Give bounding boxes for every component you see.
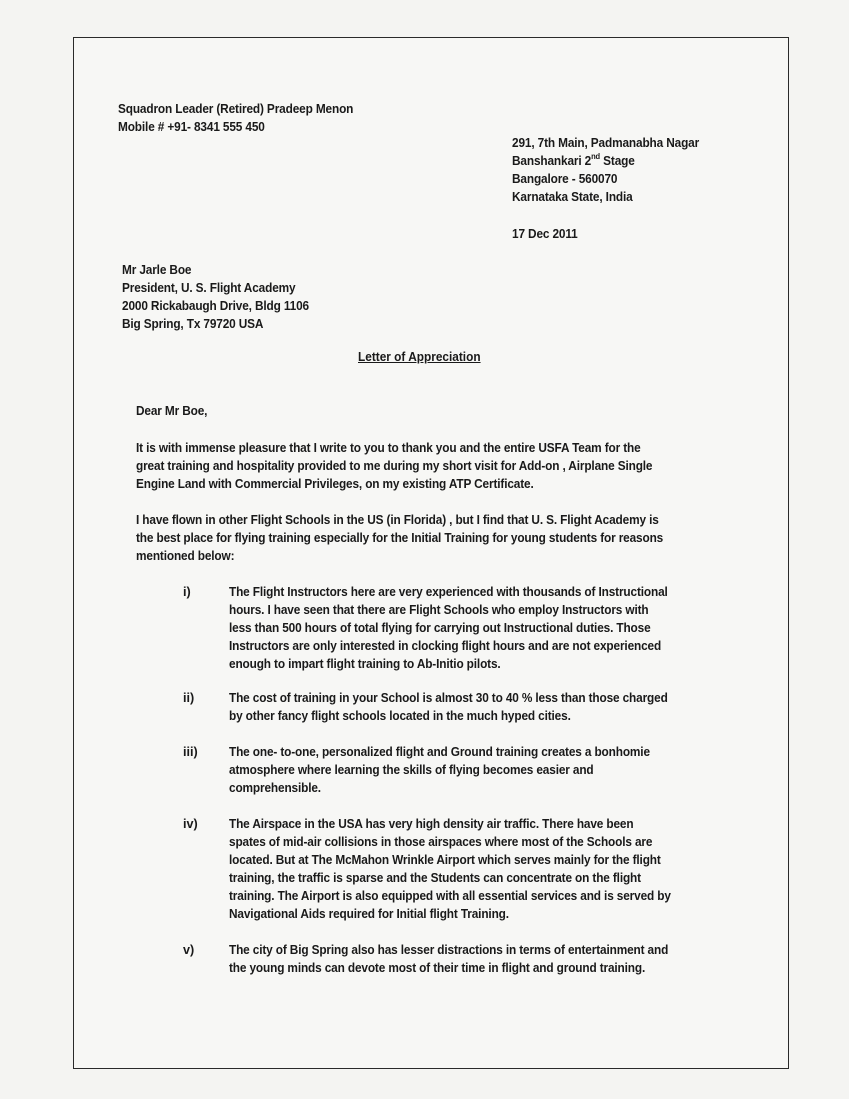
item-line: The city of Big Spring also has lesser distractions in terms of entertainment and (229, 943, 669, 957)
item-number: v) (183, 943, 195, 957)
sender-address (512, 134, 699, 206)
item-number: i) (183, 585, 191, 599)
item-line: The Airspace in the USA has very high density air traffic. There have been (229, 817, 634, 831)
recipient-line: President, U. S. Flight Academy (122, 281, 296, 295)
item-number: iv) (183, 817, 198, 831)
address-superscript: nd (591, 152, 601, 161)
address-line (512, 152, 699, 170)
item-body (229, 743, 727, 797)
address-line: Bangalore - 560070 (512, 172, 618, 186)
address-line: 291, 7th Main, Padmanabha Nagar (512, 136, 700, 150)
sender-mobile: Mobile # +91- 8341 555 450 (118, 120, 265, 134)
item-number: ii) (183, 691, 195, 705)
item-line: training. The Airport is also equipped with all essential services and is served by (229, 889, 671, 903)
item-line: less than 500 hours of total flying for carrying out Instructional duties. Those (229, 621, 651, 635)
recipient-line: Big Spring, Tx 79720 USA (122, 317, 264, 331)
recipient-line: 2000 Rickabaugh Drive, Bldg 1106 (122, 299, 309, 313)
item-line: Navigational Aids required for Initial flight Training. (229, 907, 509, 921)
sender-name: Squadron Leader (Retired) Pradeep Menon (118, 102, 354, 116)
item-body (229, 689, 727, 725)
paragraph-line: It is with immense pleasure that I write to you to thank you and the entire USFA Team for the (136, 441, 641, 455)
item-line: by other fancy flight schools located in the much hyped cities. (229, 709, 571, 723)
recipient-block (122, 261, 309, 333)
paragraph-1 (136, 439, 724, 493)
item-line: the young minds can devote most of their time in flight and ground training. (229, 961, 646, 975)
sender-block (118, 100, 353, 136)
salutation: Dear Mr Boe, (136, 404, 208, 418)
item-line: spates of mid-air collisions in those airspaces where most of the Schools are (229, 835, 653, 849)
item-line: enough to impart flight training to Ab-Initio pilots. (229, 657, 501, 671)
address-line: Karnataka State, India (512, 190, 633, 204)
item-line: Instructors are only interested in clocking flight hours and are not experienced (229, 639, 662, 653)
item-line: comprehensible. (229, 781, 321, 795)
paragraph-line: great training and hospitality provided to me during my short visit for Add-on , Airplane Single (136, 459, 653, 473)
item-line: hours. I have seen that there are Flight Schools who employ Instructors with (229, 603, 649, 617)
address-line-text: Banshankari 2 (512, 154, 592, 168)
address-line-text: Stage (600, 154, 635, 168)
item-number: iii) (183, 745, 198, 759)
item-line: The one- to-one, personalized flight and Ground training creates a bonhomie (229, 745, 650, 759)
recipient-line: Mr Jarle Boe (122, 263, 192, 277)
paragraph-line: I have flown in other Flight Schools in the US (in Florida) , but I find that U. S. Flight Academy is (136, 513, 659, 527)
item-body (229, 583, 727, 673)
paragraph-line: mentioned below: (136, 549, 235, 563)
paragraph-line: Engine Land with Commercial Privileges, on my existing ATP Certificate. (136, 477, 534, 491)
item-line: The cost of training in your School is almost 30 to 40 % less than those charged (229, 691, 668, 705)
item-line: atmosphere where learning the skills of flying becomes easier and (229, 763, 594, 777)
paragraph-line: the best place for flying training especially for the Initial Training for young students for reasons (136, 531, 664, 545)
item-line: training, the traffic is sparse and the Students can concentrate on the flight (229, 871, 641, 885)
letter-date: 17 Dec 2011 (512, 227, 578, 241)
item-line: located. But at The McMahon Wrinkle Airport which serves mainly for the flight (229, 853, 661, 867)
item-body (229, 815, 727, 923)
item-line: The Flight Instructors here are very experienced with thousands of Instructional (229, 585, 668, 599)
item-body (229, 941, 727, 977)
letter-title: Letter of Appreciation (358, 350, 481, 364)
paragraph-2 (136, 511, 724, 565)
